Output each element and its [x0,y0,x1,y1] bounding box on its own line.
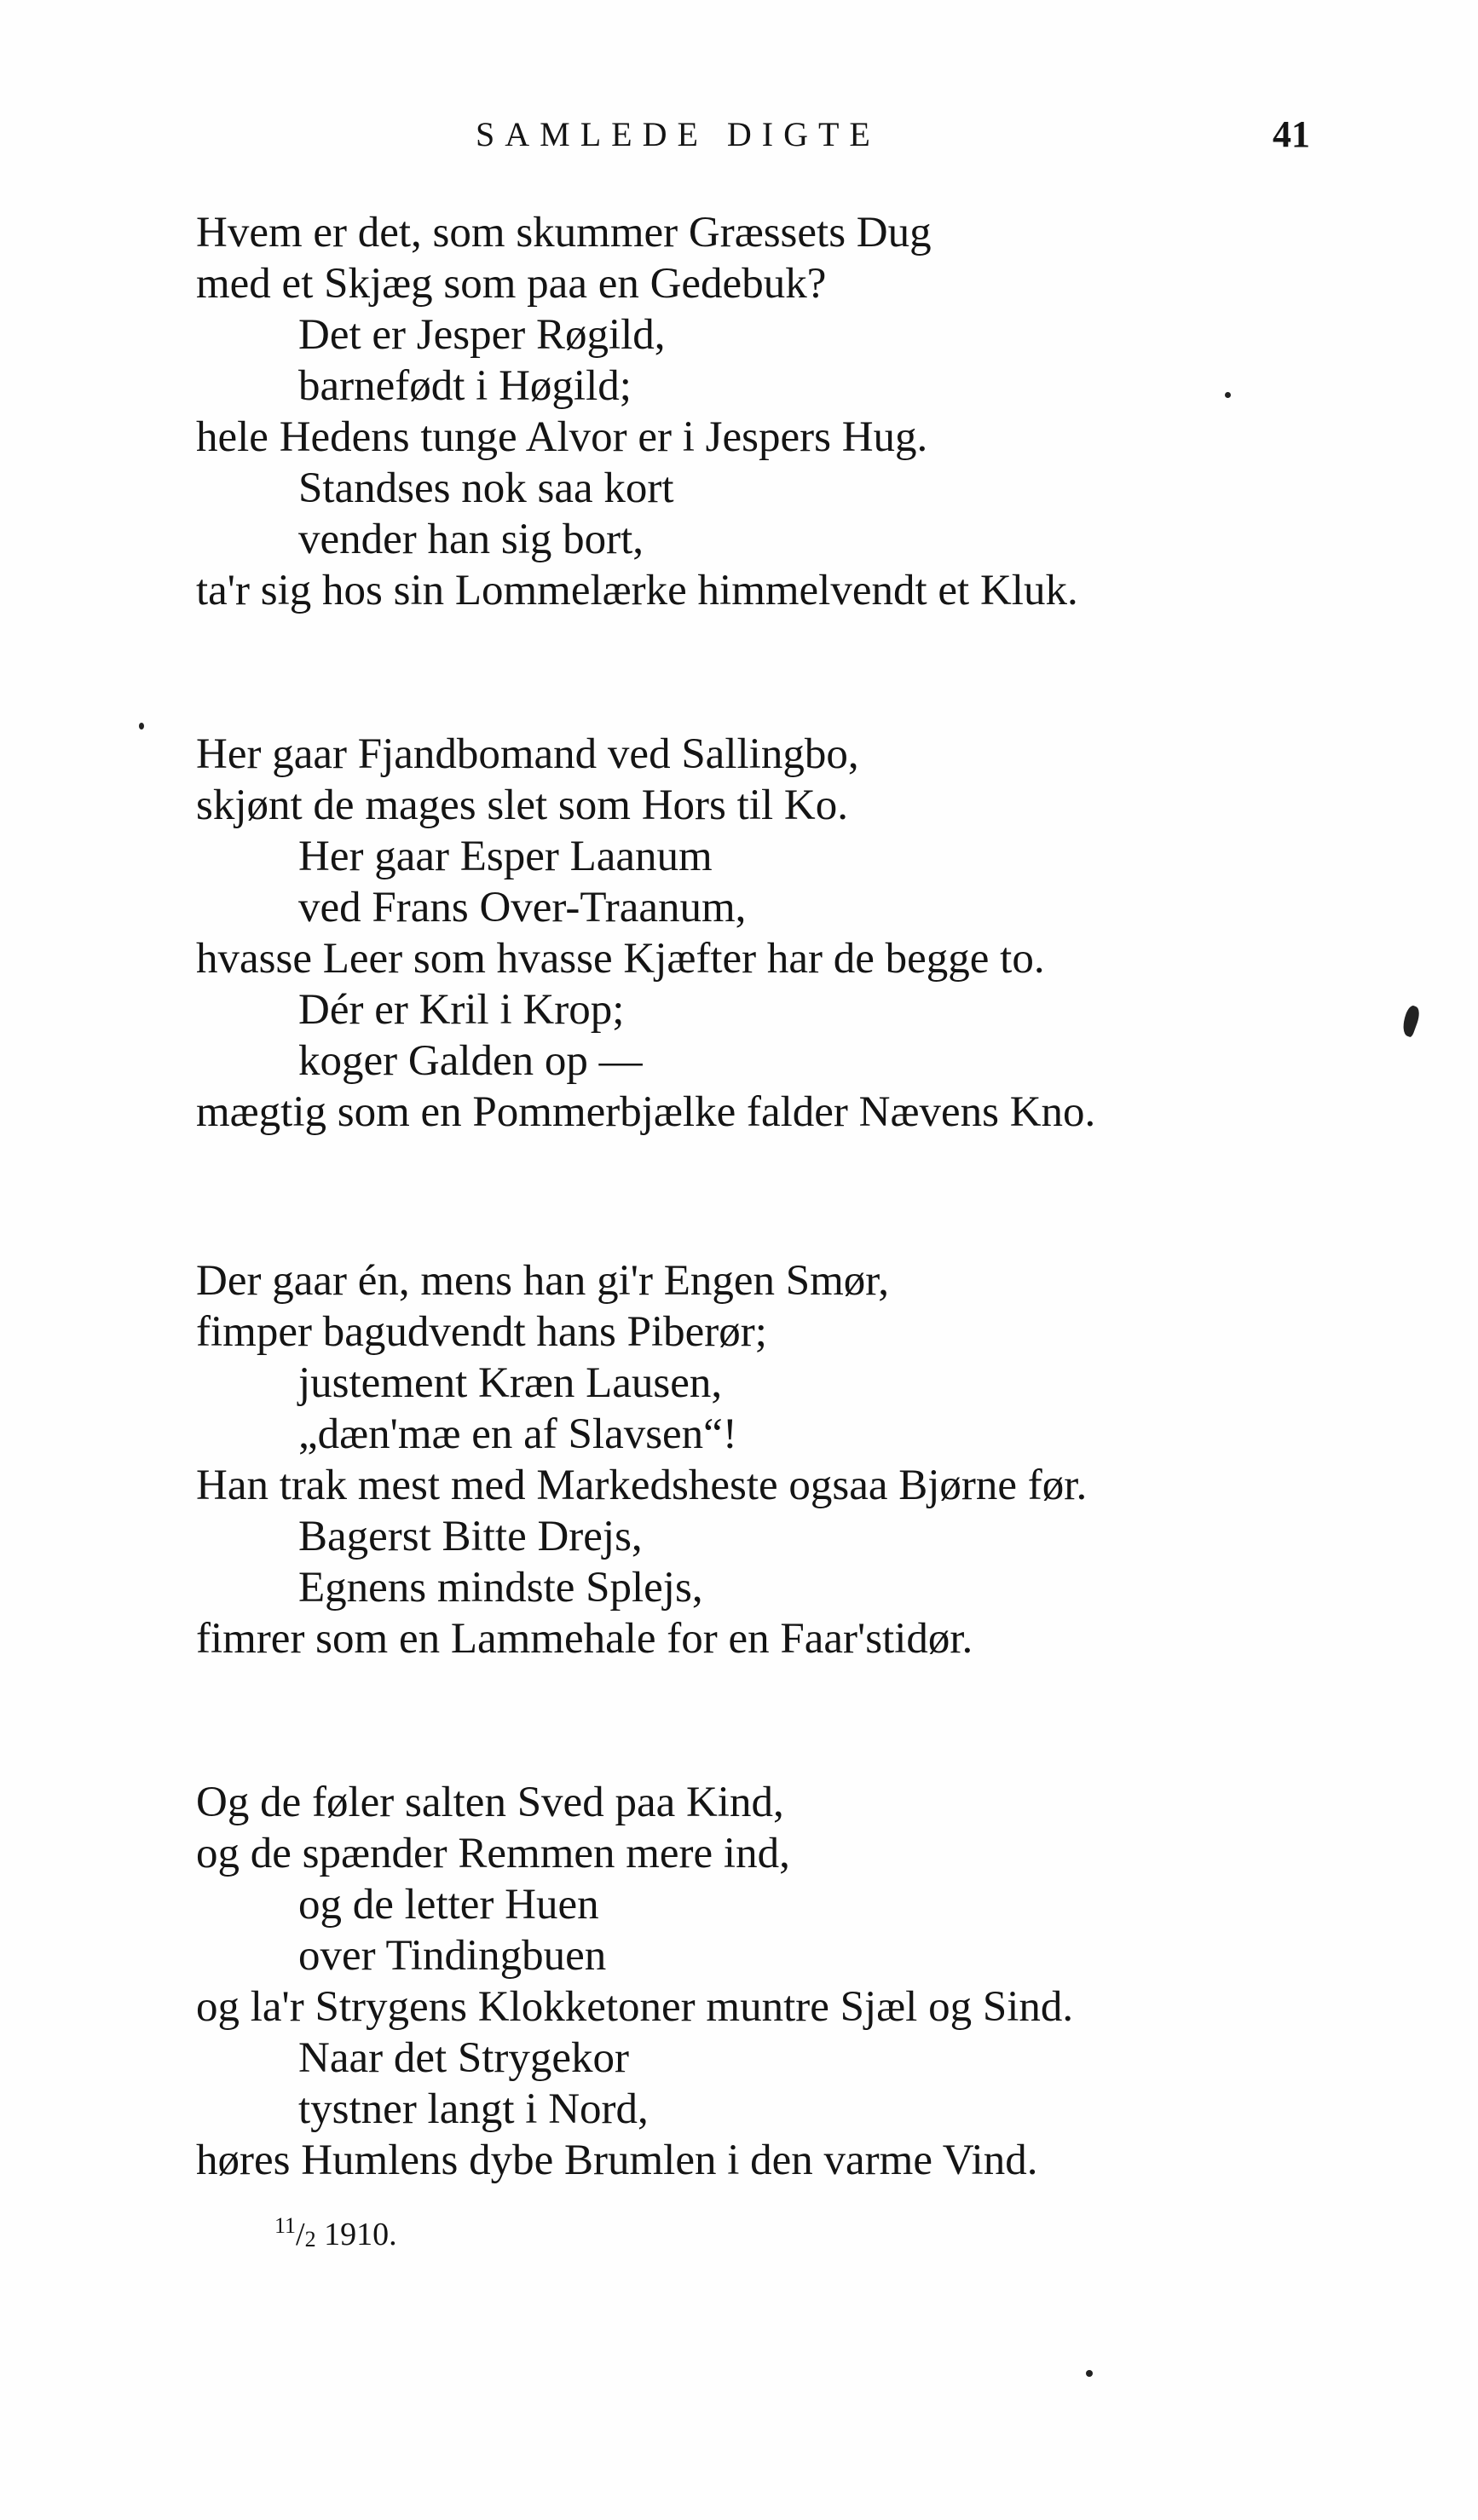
scan-speck [1225,392,1231,398]
scan-speck [139,723,144,729]
verse-line: Her gaar Esper Laanum [298,833,713,880]
verse-line: ved Frans Over-Traanum, [298,884,747,931]
verse-line: Her gaar Fjandbomand ved Sallingbo, [196,730,859,778]
scan-speck [1086,2370,1093,2377]
date-day: 11 [274,2213,297,2238]
verse-line: ta'r sig hos sin Lommelærke himmelvendt et Kluk. [196,567,1078,614]
verse-line: og la'r Strygens Klokketoner muntre Sjæl og Sind. [196,1983,1074,2031]
verse-line: med et Skjæg som paa en Gedebuk? [196,260,827,308]
verse-line: Naar det Strygekor [298,2034,630,2082]
verse-line: og de spænder Remmen mere ind, [196,1830,790,1877]
verse-line: barnefødt i Høgild; [298,362,632,410]
running-header [0,109,1478,160]
verse-line: tystner langt i Nord, [298,2085,649,2133]
stanza-3 [196,1255,1372,1664]
verse-line: Egnens mindste Splejs, [298,1564,703,1612]
verse-line: justement Kræn Lausen, [298,1359,723,1407]
verse-line: hele Hedens tunge Alvor er i Jespers Hug. [196,413,928,461]
verse-line: Og de føler salten Sved paa Kind, [196,1779,784,1826]
verse-line: „dæn'mæ en af Slavsen“! [298,1410,737,1458]
verse-line: høres Humlens dybe Brumlen i den varme Vind. [196,2137,1038,2184]
verse-line: Bagerst Bitte Drejs, [298,1513,643,1560]
date-month: 2 [304,2227,316,2252]
verse-line: koger Galden op — [298,1037,643,1085]
date-year: 1910. [324,2217,397,2252]
verse-line: vender han sig bort, [298,516,644,563]
verse-line: Der gaar én, mens han gi'r Engen Smør, [196,1257,889,1305]
scan-speck [1399,1004,1422,1037]
stanza-4 [196,1777,1372,2186]
verse-line: fimper bagudvendt hans Piberør; [196,1308,767,1356]
verse-line: mægtig som en Pommerbjælke falder Nævens Kno. [196,1088,1096,1136]
stanza-2 [196,729,1372,1138]
poem-date: $^{11}/_2$ 1910. [274,2213,397,2252]
verse-line: skjønt de mages slet som Hors til Ko. [196,781,848,829]
verse-line: Det er Jesper Røgild, [298,311,666,359]
verse-line: og de letter Huen [298,1881,599,1929]
stanza-1 [196,207,1372,616]
verse-line: fimrer som en Lammehale for en Faar'stidør. [196,1615,973,1663]
verse-line: Dér er Kril i Krop; [298,986,625,1034]
verse-line: over Tindingbuen [298,1932,607,1980]
verse-line: Hvem er det, som skummer Græssets Dug [196,209,932,257]
verse-line: hvasse Leer som hvasse Kjæfter har de begge to. [196,935,1045,983]
page-number: 41 [1273,113,1310,155]
verse-line: Standses nok saa kort [298,464,674,512]
running-title: SAMLEDE DIGTE [476,115,880,153]
verse-line: Han trak mest med Markedsheste ogsaa Bjørne før. [196,1462,1088,1509]
